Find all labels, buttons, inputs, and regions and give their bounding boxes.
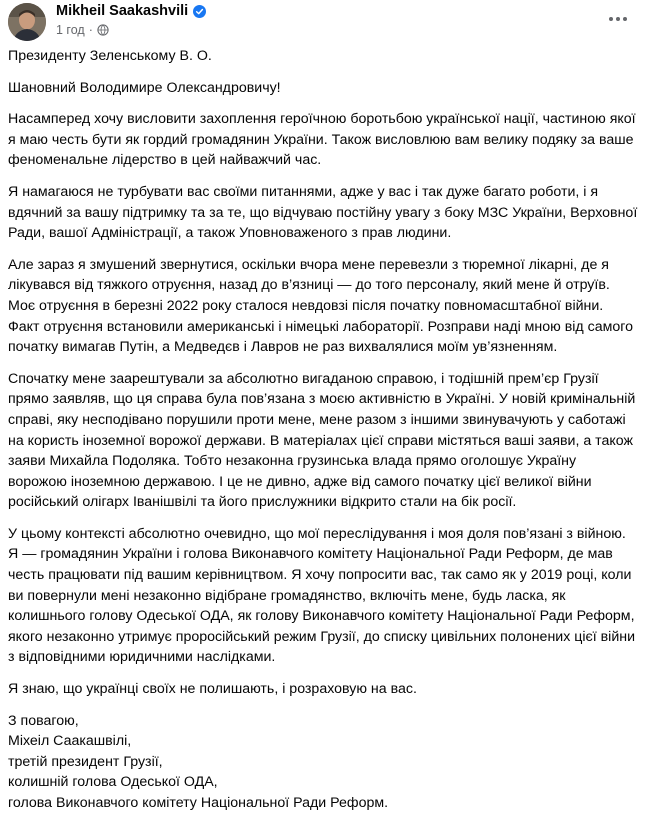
post-paragraph: У цьому контексті абсолютно очевидно, що мої переслідування і моя доля пов’язані з війною. Я — громадянин України і голова Виконавчого комітету Національної Ради Реформ, де мав честь працювати під вашим керівництвом. Я хочу попросити вас, так само як у 2019 році, коли ви повернули мені незаконно відібране громадянство, включіть мене, будь ласка, як колишнього голову Одеської ОДА, як голову Виконавчого комітету Національної Ради Реформ, якого незаконно утримує проросійський режим Грузії, до списку цивільних полонених цієї війни з відповідними юридичними наслідками. [8, 525, 636, 666]
post-meta [56, 23, 109, 37]
avatar-photo [8, 3, 46, 41]
post-header [8, 0, 638, 44]
post-timestamp[interactable]: 1 год [56, 23, 85, 37]
post-body [8, 44, 638, 814]
post-paragraph: Шановний Володимире Олександровичу! [8, 79, 281, 96]
post-paragraph: Я знаю, що українці своїх не полишають, і розраховую на вас. [8, 681, 417, 698]
signature-block [8, 711, 638, 814]
more-options-icon[interactable] [602, 6, 634, 32]
meta-separator: · [88, 23, 93, 37]
verified-badge-icon [193, 5, 206, 18]
post-paragraph: Але зараз я змушений звернутися, оскільки вчора мене перевезли з тюремної лікарні, де я лікувався від тяжкого отруєння, назад до в’язниці — до того персоналу, який мене й отруїв. Моє отруєння в березні 2022 року сталося невдовзі після початку повномасштабної війни. Факт отруєння встановили американські і німецькі лабораторії. Розправи наді мною від самого початку вимагав Путін, а Медведєв і Лавров не раз вихвалялися моїм ув’язненням. [8, 256, 634, 356]
post-paragraph: Я намагаюся не турбувати вас своїми питаннями, адже у вас і так дуже багато роботи, і я вдячний за вашу підтримку та за те, що відчуваю постійну увагу з боку МЗС України, Верховної Ради, вашої Адміністрації, а також Уповноваженого з прав людини. [8, 183, 638, 242]
author-line [56, 3, 206, 19]
signature-line: З повагою, [8, 712, 79, 729]
globe-icon[interactable] [97, 24, 109, 36]
post-paragraph: Президенту Зеленському В. О. [8, 48, 212, 64]
signature-line: колишній голова Одеської ОДА, [8, 774, 218, 791]
post-paragraph: Спочатку мене заарештували за абсолютно вигаданою справою, і тодішній прем’єр Грузії прямо заявляв, що ця справа була пов’язана з моєю активністю в Україні. У новій кримінальній справі, яку несподівано порушили проти мене, мене разом з іншими звинувачують у саботажі на користь іноземної ворожої держави. В матеріалах цієї справи містяться ваші заяви, а також заяви Михайла Подоляка. Тобто незаконна грузинська влада прямо оголошує Україну ворожою іноземною державою. І це не дивно, адже від самого початку цієї великої війни російський олігарх Іванішвілі та його прислужники відкрито стали на бік росії. [8, 370, 636, 511]
signature-line: третій президент Грузії, [8, 753, 163, 770]
signature-line: Міхеіл Саакашвілі, [8, 733, 132, 750]
author-name[interactable]: Mikheil Saakashvili [56, 3, 189, 19]
post-paragraph: Насамперед хочу висловити захоплення героїчною боротьбою української нації, частиною якої я маю честь бути як гордий громадянин України. Також висловлюю вам велику подяку за ваше феноменальне лідерство в цей найважчий час. [8, 111, 636, 169]
signature-line: голова Виконавчого комітету Національної Ради Реформ. [8, 795, 389, 811]
avatar[interactable] [8, 3, 46, 41]
